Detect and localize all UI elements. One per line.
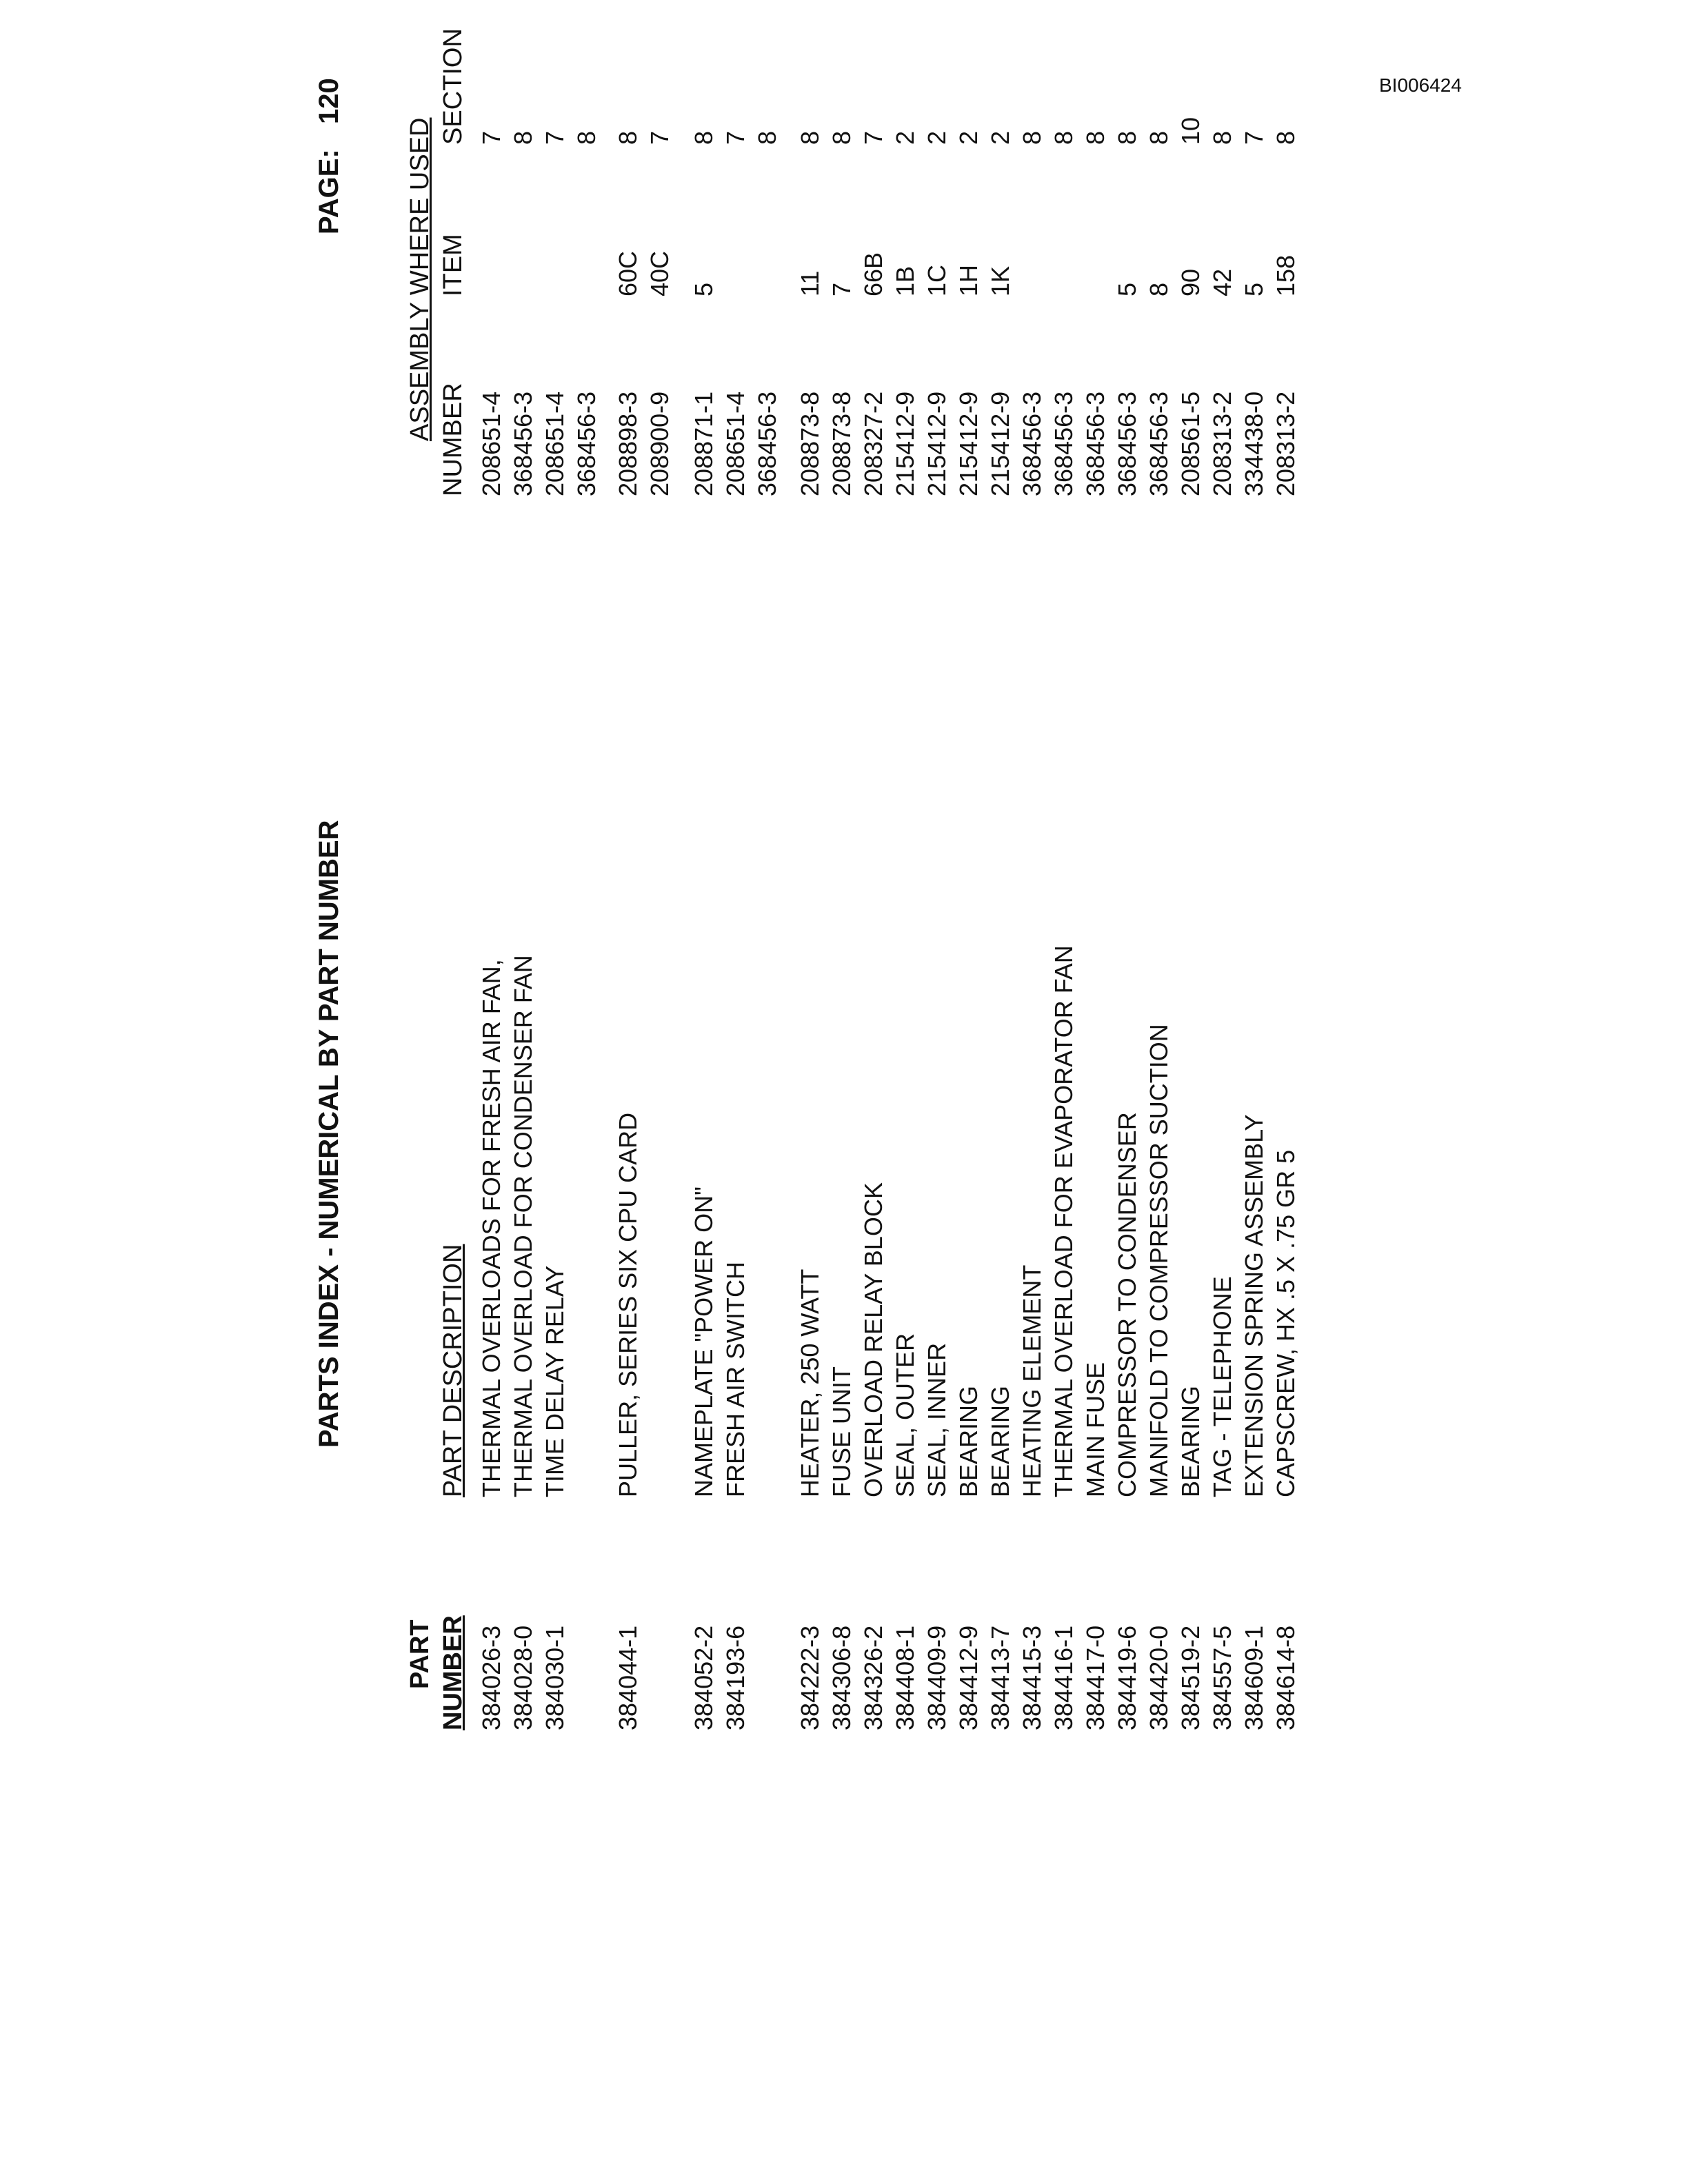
page-label: PAGE: (314, 149, 344, 234)
description-cell: MANIFOLD TO COMPRESSOR SUCTION (1145, 1024, 1173, 1497)
description-cell: HEATER, 250 WATT (796, 1268, 824, 1497)
assembly-number-cell: 208313-2 (1208, 391, 1236, 496)
section-cell: 2 (923, 130, 951, 145)
description-cell: EXTENSION SPRING ASSEMBLY (1240, 1114, 1268, 1497)
section-cell: 8 (827, 130, 856, 145)
part-number-cell: 384415-3 (1018, 1625, 1046, 1730)
description-cell: TIME DELAY RELAY (541, 1265, 569, 1497)
assembly-number-cell: 208873-8 (827, 391, 856, 496)
assembly-number-cell: 368456-3 (509, 391, 537, 496)
assembly-number-cell: 215412-9 (891, 391, 919, 496)
table-row (954, 28, 987, 1820)
section-cell: 8 (1049, 130, 1078, 145)
doc-id: BI006424 (1379, 74, 1462, 96)
table-row (572, 28, 605, 1820)
part-number-cell: 384557-5 (1208, 1625, 1236, 1730)
description-cell: BEARING (954, 1385, 983, 1497)
table-row (645, 28, 679, 1820)
table-row (721, 28, 754, 1820)
table-row (1049, 28, 1083, 1820)
assembly-number-cell: 208651-4 (477, 391, 505, 496)
section-cell: 8 (753, 130, 781, 145)
description-cell: TAG - TELEPHONE (1208, 1276, 1236, 1497)
section-cell: 10 (1176, 117, 1205, 145)
header-part: PART (405, 1619, 434, 1689)
table-row (477, 28, 510, 1820)
header-description: PART DESCRIPTION (439, 1244, 468, 1497)
section-cell: 2 (891, 130, 919, 145)
table-row (614, 28, 647, 1820)
description-cell: HEATING ELEMENT (1018, 1264, 1046, 1497)
item-cell: 7 (827, 282, 856, 296)
part-number-cell: 384222-3 (796, 1625, 824, 1730)
table-row (1240, 28, 1273, 1820)
item-cell: 60C (614, 250, 642, 296)
part-number-cell: 384408-1 (891, 1625, 919, 1730)
header-asm-number: NUMBER (439, 383, 468, 496)
description-cell: CAPSCREW, HX .5 X .75 GR 5 (1272, 1149, 1300, 1497)
part-number-cell: 384609-1 (1240, 1625, 1268, 1730)
item-cell: 11 (796, 270, 824, 296)
description-cell: SEAL, INNER (923, 1342, 951, 1497)
section-cell: 8 (572, 130, 601, 145)
description-cell: PULLER, SERIES SIX CPU CARD (614, 1112, 642, 1497)
assembly-number-cell: 215412-9 (954, 391, 983, 496)
table-row (1145, 28, 1178, 1820)
section-cell: 8 (1145, 130, 1173, 145)
table-row (1208, 28, 1241, 1820)
part-number-cell: 384614-8 (1272, 1625, 1300, 1730)
section-cell: 8 (1208, 130, 1236, 145)
item-cell: 8 (1145, 282, 1173, 296)
assembly-number-cell: 208900-9 (645, 391, 674, 496)
section-cell: 8 (1018, 130, 1046, 145)
assembly-number-cell: 208871-1 (690, 391, 718, 496)
page-number: 120 (314, 78, 344, 124)
header-item: ITEM (439, 234, 468, 296)
assembly-number-cell: 368456-3 (572, 391, 601, 496)
assembly-number-cell: 215412-9 (986, 391, 1014, 496)
section-cell: 8 (1272, 130, 1300, 145)
assembly-number-cell: 208898-3 (614, 391, 642, 496)
item-cell: 90 (1176, 268, 1205, 296)
assembly-number-cell: 208651-4 (721, 391, 750, 496)
description-cell: THERMAL OVERLOAD FOR EVAPORATOR FAN (1049, 945, 1078, 1497)
section-cell: 2 (954, 130, 983, 145)
table-row (1113, 28, 1146, 1820)
part-number-cell: 384420-0 (1145, 1625, 1173, 1730)
part-number-cell: 384030-1 (541, 1625, 569, 1730)
item-cell: 40C (645, 250, 674, 296)
description-cell: SEAL, OUTER (891, 1333, 919, 1497)
table-row (891, 28, 924, 1820)
assembly-number-cell: 368456-3 (1081, 391, 1109, 496)
part-number-cell: 384416-1 (1049, 1625, 1078, 1730)
section-cell: 7 (721, 130, 750, 145)
table-row (509, 28, 542, 1820)
assembly-number-cell: 368456-3 (1113, 391, 1141, 496)
header-number: NUMBER (439, 1615, 468, 1730)
table-row (986, 28, 1019, 1820)
item-cell: 1B (891, 265, 919, 296)
assembly-number-cell: 208561-5 (1176, 391, 1205, 496)
item-cell: 158 (1272, 254, 1300, 296)
assembly-number-cell: 208327-2 (859, 391, 887, 496)
item-cell: 66B (859, 252, 887, 296)
item-cell: 5 (690, 282, 718, 296)
page-title: PARTS INDEX - NUMERICAL BY PART NUMBER (314, 820, 344, 1448)
item-cell: 1C (923, 264, 951, 296)
part-number-cell: 384026-3 (477, 1625, 505, 1730)
part-number-cell: 384412-9 (954, 1625, 983, 1730)
description-cell: BEARING (986, 1385, 1014, 1497)
part-number-cell: 384306-8 (827, 1625, 856, 1730)
table-row (1018, 28, 1051, 1820)
table-row (827, 28, 861, 1820)
assembly-number-cell: 208873-8 (796, 391, 824, 496)
description-cell: COMPRESSOR TO CONDENSER (1113, 1112, 1141, 1497)
item-cell: 1K (986, 265, 1014, 296)
table-row (796, 28, 829, 1820)
description-cell: NAMEPLATE "POWER ON" (690, 1186, 718, 1497)
table-row (1272, 28, 1305, 1820)
item-cell: 42 (1208, 268, 1236, 296)
assembly-number-cell: 368456-3 (1018, 391, 1046, 496)
assembly-number-cell: 208313-2 (1272, 391, 1300, 496)
description-cell: FRESH AIR SWITCH (721, 1261, 750, 1497)
table-row (923, 28, 956, 1820)
part-number-cell: 384044-1 (614, 1625, 642, 1730)
item-cell: 5 (1240, 282, 1268, 296)
header-assembly: ASSEMBLY WHERE USED (405, 117, 434, 441)
rotated-table (0, 28, 1688, 1820)
part-number-cell: 384519-2 (1176, 1625, 1205, 1730)
table-row (753, 28, 786, 1820)
section-cell: 8 (614, 130, 642, 145)
part-number-cell: 384419-6 (1113, 1625, 1141, 1730)
part-number-cell: 384028-0 (509, 1625, 537, 1730)
part-number-cell: 384409-9 (923, 1625, 951, 1730)
description-cell: MAIN FUSE (1081, 1362, 1109, 1497)
section-cell: 7 (645, 130, 674, 145)
part-number-cell: 384193-6 (721, 1625, 750, 1730)
table-row (1081, 28, 1114, 1820)
part-number-cell: 384052-2 (690, 1625, 718, 1730)
item-cell: 5 (1113, 282, 1141, 296)
section-cell: 8 (796, 130, 824, 145)
table-row (690, 28, 723, 1820)
description-cell: THERMAL OVERLOADS FOR FRESH AIR FAN, (477, 959, 505, 1497)
part-number-cell: 384417-0 (1081, 1625, 1109, 1730)
section-cell: 7 (541, 130, 569, 145)
item-cell: 1H (954, 264, 983, 296)
section-cell: 7 (1240, 130, 1268, 145)
description-cell: THERMAL OVERLOAD FOR CONDENSER FAN (509, 955, 537, 1497)
part-number-cell: 384326-2 (859, 1625, 887, 1730)
description-cell: OVERLOAD RELAY BLOCK (859, 1182, 887, 1497)
assembly-number-cell: 208651-4 (541, 391, 569, 496)
section-cell: 7 (859, 130, 887, 145)
section-cell: 8 (1081, 130, 1109, 145)
table-row (541, 28, 574, 1820)
assembly-number-cell: 215412-9 (923, 391, 951, 496)
section-cell: 8 (509, 130, 537, 145)
section-cell: 7 (477, 130, 505, 145)
assembly-number-cell: 368456-3 (753, 391, 781, 496)
assembly-number-cell: 368456-3 (1145, 391, 1173, 496)
table-row (1176, 28, 1209, 1820)
part-number-cell: 384413-7 (986, 1625, 1014, 1730)
description-cell: BEARING (1176, 1385, 1205, 1497)
assembly-number-cell: 368456-3 (1049, 391, 1078, 496)
header-section: SECTION (439, 28, 468, 145)
section-cell: 8 (1113, 130, 1141, 145)
section-cell: 2 (986, 130, 1014, 145)
section-cell: 8 (690, 130, 718, 145)
description-cell: FUSE UNIT (827, 1366, 856, 1497)
assembly-number-cell: 334438-0 (1240, 391, 1268, 496)
table-row (859, 28, 892, 1820)
